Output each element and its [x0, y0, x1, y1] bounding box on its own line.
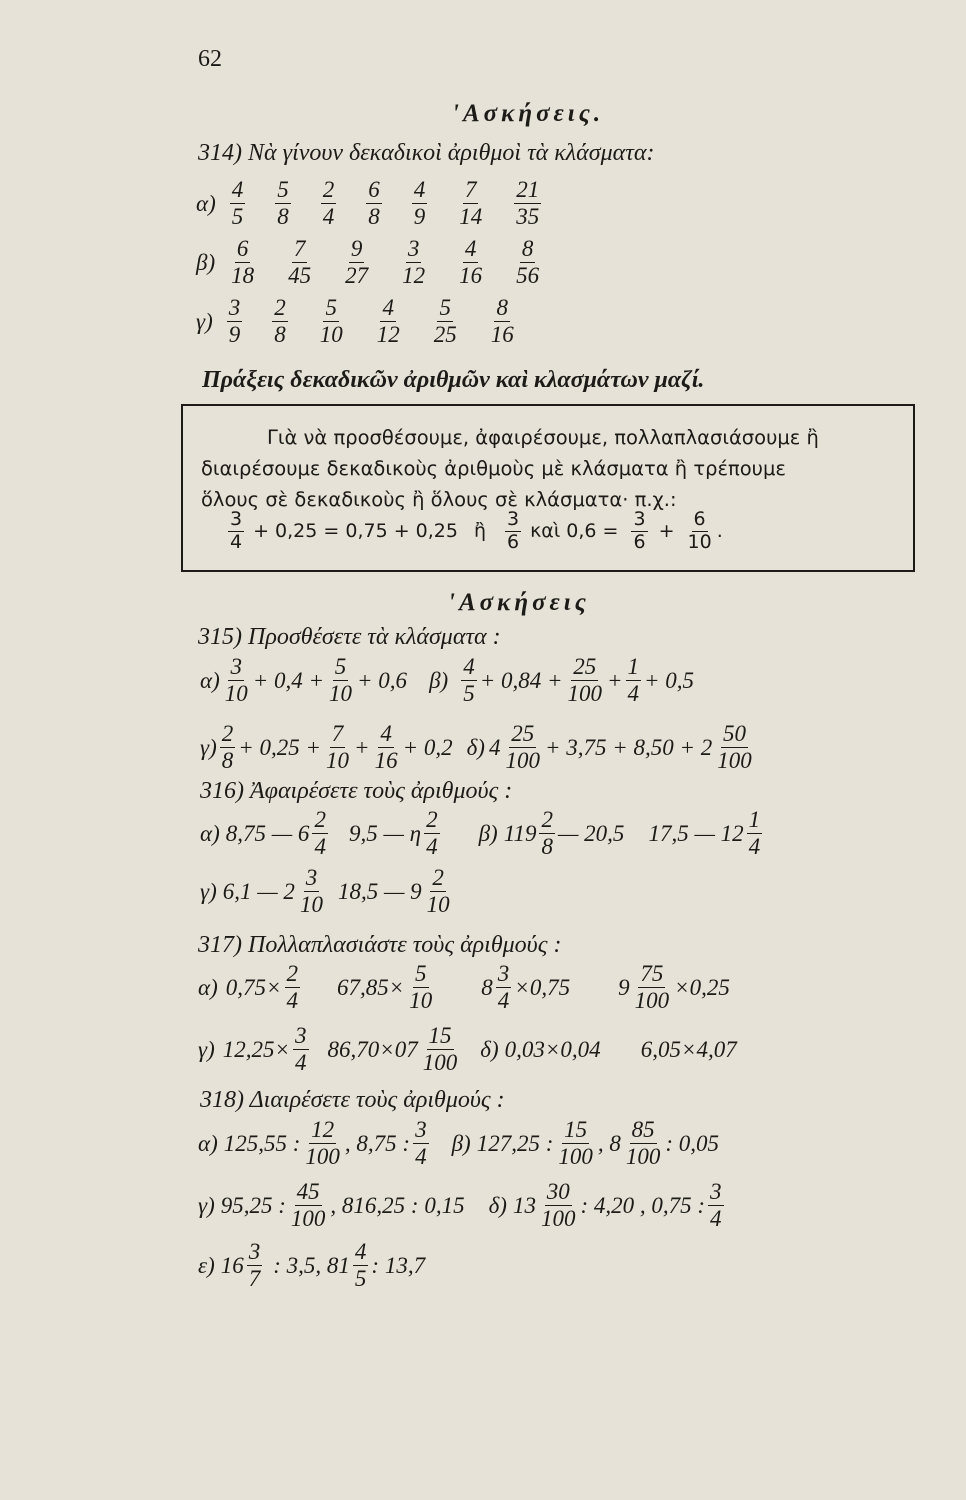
ex317-heading	[198, 932, 561, 959]
fraction	[272, 296, 288, 347]
rule-example-or: ἢ	[473, 520, 487, 543]
fraction: 2 4	[426, 807, 438, 860]
fraction: 12 100	[305, 1117, 340, 1170]
rule-line-1: Γιὰ νὰ προσθέσουμε, ἀφαιρέσουμε, πολλαπλασιάσουμε ἢ	[267, 426, 819, 449]
numerator: 4	[380, 296, 396, 322]
ex315-heading	[198, 624, 501, 651]
ex315-instruction: Προσθέσετε τὰ κλάσματα :	[248, 624, 501, 650]
denominator: 16	[490, 322, 514, 348]
denominator: 12	[402, 263, 426, 289]
fraction	[318, 296, 345, 347]
denominator: 4	[322, 204, 335, 230]
denominator: 35	[516, 204, 540, 230]
expr-text: +	[606, 667, 623, 693]
ex316-row-ab	[200, 808, 765, 859]
item-label: α)	[198, 974, 218, 1000]
item-label: γ)	[196, 308, 213, 334]
fraction	[286, 237, 313, 288]
fraction: $\frac{3}{4}$	[497, 961, 510, 1014]
fraction: $\frac{75}{100}$	[634, 961, 670, 1014]
fraction: 2 10	[426, 865, 450, 918]
fraction	[227, 296, 243, 347]
fraction: $\frac{7}{10}$	[326, 721, 350, 774]
numerator: 7	[463, 178, 479, 204]
fraction: 3 6	[507, 508, 520, 553]
fraction	[230, 178, 246, 229]
item-label: α)	[200, 820, 220, 846]
expr-text: , 816,25 : 0,15	[330, 1192, 465, 1218]
fraction	[432, 296, 459, 347]
numerator: 2	[321, 178, 337, 204]
fraction: $\frac{1}{4}$	[627, 654, 640, 707]
expr-text: + 0,6	[357, 667, 408, 693]
denominator: 8	[368, 204, 380, 230]
rule-box	[181, 404, 915, 572]
item-label: γ)	[198, 1192, 215, 1218]
expr-text: 125,55 :	[223, 1130, 301, 1156]
ex318-label: 318)	[200, 1087, 244, 1113]
expr-text: : 4,20 , 0,75 :	[580, 1192, 706, 1218]
fraction: $\frac{3}{4}$	[295, 1023, 307, 1076]
item-label: δ)	[480, 1036, 499, 1062]
heading-exercises-top: 'Ασκήσεις.	[452, 100, 605, 127]
fraction: 15 100	[422, 1023, 458, 1076]
page-number: 62	[198, 46, 222, 72]
expr-text: 8	[481, 974, 493, 1000]
item-label: γ)	[200, 734, 217, 760]
fraction: $\frac{5}{10}$	[409, 961, 433, 1014]
item-label: ε)	[198, 1252, 215, 1278]
fraction: 3 10	[224, 654, 248, 707]
plus-sign: +	[658, 520, 675, 543]
ex318-row-e	[198, 1240, 425, 1291]
ex318-heading	[200, 1087, 505, 1114]
ex314-instruction: Νὰ γίνουν δεκαδικοὶ ἀριθμοὶ τὰ κλάσματα:	[248, 140, 655, 166]
fraction: 3 6	[633, 508, 646, 553]
denominator: 8	[274, 322, 286, 348]
fraction	[412, 178, 428, 229]
item-label: α)	[198, 1130, 218, 1156]
ex318-row-ab	[198, 1118, 719, 1169]
fraction: 15 100	[558, 1117, 593, 1170]
fraction	[321, 178, 337, 229]
fraction	[343, 237, 370, 288]
rule-example-text: + 0,25 = 0,75 + 0,25	[253, 520, 458, 543]
fraction	[275, 178, 291, 229]
denominator: 45	[288, 263, 312, 289]
expr-text: , 8	[597, 1130, 621, 1156]
fraction: 3 4	[710, 1179, 722, 1232]
item-label: β)	[429, 667, 449, 693]
fraction: 2 8	[221, 721, 234, 774]
ex314-label: 314)	[198, 140, 242, 166]
item-label: δ)	[466, 734, 485, 760]
fraction: 2 4	[314, 807, 326, 860]
fraction: $\frac{2}{4}$	[286, 961, 299, 1014]
fraction: $\frac{25}{100}$	[567, 654, 602, 707]
ex316-instruction: Ἀφαιρέσετε τοὺς ἀριθμούς :	[250, 778, 513, 804]
expr-text: 8,75 — 6	[225, 820, 310, 846]
ex315-row-ab	[200, 655, 694, 706]
ex317-row-gd	[198, 1024, 737, 1075]
item-label: α)	[196, 190, 216, 216]
numerator: 6	[366, 178, 382, 204]
fraction: $\frac{4}{16}$	[374, 721, 398, 774]
fraction: 50 100	[717, 721, 752, 774]
expr-text: + 3,75 + 8,50 + 2	[544, 734, 713, 760]
period: .	[716, 520, 723, 543]
ex317-row-a	[198, 962, 730, 1013]
fraction	[457, 178, 484, 229]
expr-text: + 0,2	[402, 734, 453, 760]
expr-text: 0,75×	[225, 974, 282, 1000]
fraction: 25 100	[505, 721, 540, 774]
expr-text: + 0,25 +	[238, 734, 322, 760]
rule-example	[225, 510, 723, 553]
numerator: 2	[272, 296, 288, 322]
numerator: 5	[323, 296, 339, 322]
expr-text: 18,5 — 9	[337, 878, 422, 904]
rule-example-text: καὶ 0,6 =	[530, 520, 619, 543]
item-label: γ)	[198, 1036, 215, 1062]
expr-text: 12,25×	[222, 1036, 291, 1062]
numerator: 4	[463, 237, 479, 263]
expr-text: 0,03×0,04	[504, 1036, 601, 1062]
numerator: 3	[406, 237, 422, 263]
denominator: 9	[413, 204, 426, 230]
item-label: γ)	[200, 878, 217, 904]
fraction	[400, 237, 427, 288]
fraction	[229, 237, 256, 288]
ex314-row-b	[196, 237, 563, 288]
expr-text: : 0,05	[665, 1130, 720, 1156]
expr-text: : 3,5, 81	[273, 1252, 350, 1278]
expr-text: +	[354, 734, 370, 760]
denominator: 16	[459, 263, 483, 289]
expr-text: + 0,5	[644, 667, 695, 693]
expr-text: 9,5 — η	[348, 820, 422, 846]
denominator: 9	[228, 322, 241, 348]
item-label: α)	[200, 667, 220, 693]
expr-text: ×0,25	[674, 974, 730, 1000]
ex318-instruction: Διαιρέσετε τοὺς ἀριθμούς :	[249, 1087, 505, 1113]
expr-text: 9	[618, 974, 630, 1000]
fraction: 2 8	[541, 807, 553, 860]
expr-text: 127,25 :	[476, 1130, 554, 1156]
ex315-label: 315)	[198, 624, 242, 650]
item-label: β)	[451, 1130, 471, 1156]
fraction: 4 5	[463, 654, 475, 707]
expr-text: + 0,84 +	[479, 667, 563, 693]
ex316-row-g	[200, 866, 455, 917]
expr-text: 95,25 :	[220, 1192, 286, 1218]
expr-text: 6,1 — 2	[222, 878, 295, 904]
section-title: Πράξεις δεκαδικῶν ἀριθμῶν καὶ κλασμάτων μαζί.	[202, 367, 705, 393]
denominator: 12	[376, 322, 400, 348]
denominator: 27	[345, 263, 369, 289]
numerator: 21	[514, 178, 541, 204]
expr-text: 4	[488, 734, 501, 760]
item-label: β)	[478, 820, 498, 846]
fraction	[457, 237, 484, 288]
denominator: 18	[231, 263, 255, 289]
ex316-label: 316)	[200, 778, 244, 804]
expr-text: 13	[512, 1192, 536, 1218]
fraction: 3 10	[299, 865, 323, 918]
ex317-instruction: Πολλαπλασιάστε τοὺς ἀριθμούς :	[248, 932, 562, 958]
expr-text: — 20,5	[557, 820, 625, 846]
numerator: 3	[227, 296, 243, 322]
fraction: 3 4	[415, 1117, 427, 1170]
numerator: 9	[349, 237, 365, 263]
numerator: 6	[235, 237, 251, 263]
ex317-label: 317)	[198, 932, 242, 958]
expr-text: + 0,4 +	[252, 667, 325, 693]
denominator: 10	[319, 322, 343, 348]
numerator: 4	[230, 178, 246, 204]
fraction: 1 4	[748, 807, 761, 860]
denominator: 5	[231, 204, 244, 230]
numerator: 7	[292, 237, 308, 263]
numerator: 5	[275, 178, 291, 204]
expr-text: : 13,7	[371, 1252, 426, 1278]
expr-text: , 8,75 :	[344, 1130, 411, 1156]
denominator: 14	[459, 204, 483, 230]
fraction: 3 7	[248, 1239, 261, 1292]
ex318-row-gd	[198, 1180, 727, 1231]
denominator: 56	[516, 263, 540, 289]
expr-text: 86,70×07	[327, 1036, 418, 1062]
fraction	[514, 237, 541, 288]
ex314-heading	[198, 140, 654, 167]
expr-text: 17,5 — 12	[648, 820, 744, 846]
item-label: β)	[196, 249, 216, 275]
ex315-row-gd	[200, 722, 757, 773]
fraction: 85 100	[625, 1117, 661, 1170]
numerator: 8	[494, 296, 510, 322]
expr-text: ×0,75	[514, 974, 571, 1000]
denominator: 25	[433, 322, 457, 348]
fraction: 4 5	[354, 1239, 367, 1292]
heading-exercises-mid: 'Ασκήσεις	[448, 589, 590, 616]
denominator: 8	[277, 204, 289, 230]
fraction	[489, 296, 516, 347]
expr-text: 6,05×4,07	[640, 1036, 737, 1062]
fraction: 3 4	[230, 508, 243, 553]
fraction: 45 100	[290, 1179, 326, 1232]
ex316-heading	[200, 778, 512, 805]
rule-line-3: ὅλους σὲ δεκαδικοὺς ἢ ὅλους σὲ κλάσματα· π.χ.:	[201, 488, 677, 511]
ex314-row-g	[196, 296, 538, 347]
item-label: δ)	[488, 1192, 507, 1218]
expr-text: 16	[220, 1252, 244, 1278]
fraction: $\frac{5}{10}$	[329, 654, 353, 707]
numerator: 8	[520, 237, 536, 263]
expr-text: 119	[503, 820, 537, 846]
fraction	[366, 178, 382, 229]
ex314-row-a	[196, 178, 563, 229]
expr-text: 67,85×	[337, 974, 405, 1000]
fraction: 30 100	[540, 1179, 576, 1232]
numerator: 4	[412, 178, 428, 204]
fraction: 6 10	[687, 508, 712, 553]
fraction	[375, 296, 402, 347]
numerator: 5	[437, 296, 453, 322]
rule-line-2: διαιρέσουμε δεκαδικοὺς ἀριθμοὺς μὲ κλάσματα ἢ τρέπουμε	[201, 457, 786, 480]
fraction	[514, 178, 541, 229]
